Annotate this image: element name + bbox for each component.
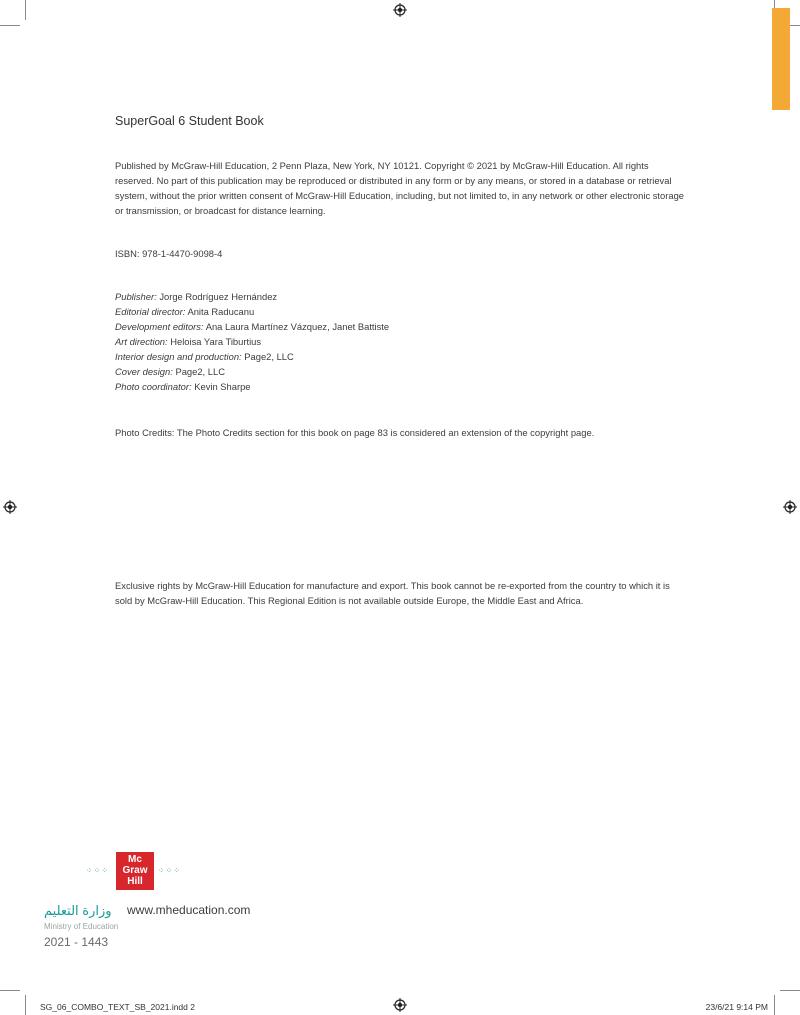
crop-mark: [0, 25, 20, 26]
print-timestamp: 23/6/21 9:14 PM: [705, 1002, 768, 1012]
ministry-english: Ministry of Education: [44, 922, 119, 931]
publisher-logo: [86, 852, 186, 896]
credit-line: Photo coordinator: Kevin Sharpe: [115, 381, 251, 392]
credit-line: Art direction: Heloisa Yara Tiburtius: [115, 336, 262, 347]
book-title: SuperGoal 6 Student Book: [115, 114, 264, 128]
ministry-dots-icon: ⁘⁘⁘: [86, 866, 110, 875]
registration-mark-icon: [3, 500, 17, 514]
website-link[interactable]: www.mheducation.com: [127, 903, 251, 917]
credit-line: Development editors: Ana Laura Martínez Vázquez, Janet Battiste: [115, 321, 390, 332]
photo-credits: Photo Credits: The Photo Credits section for this book on page 83 is considered an extension of the copyright page.: [115, 427, 595, 438]
credit-line: Editorial director: Anita Raducanu: [115, 306, 255, 317]
year: 2021 - 1443: [44, 935, 109, 949]
copyright-paragraph: Published by McGraw-Hill Education, 2 Penn Plaza, New York, NY 10121. Copyright © 2021 by McGraw-Hill Education. All rights reserved. No part of this publication may be reproduced or distributed in any form or by any means, or stored in a database or retrieval system, without the prior written consent of McGraw-Hill Education, including, but not limited to, in any network or other electronic storage or transmission, or broadcast for distance learning.: [115, 160, 685, 216]
isbn: ISBN: 978-1-4470-9098-4: [115, 248, 223, 259]
file-slug: SG_06_COMBO_TEXT_SB_2021.indd 2: [40, 1002, 195, 1012]
registration-mark-icon: [393, 998, 407, 1012]
registration-mark-icon: [783, 500, 797, 514]
credits-list: [115, 289, 389, 394]
orange-edge-tab: [772, 8, 790, 110]
crop-mark: [0, 990, 20, 991]
credit-line: Interior design and production: Page2, LLC: [115, 351, 294, 362]
exclusive-rights: Exclusive rights by McGraw-Hill Education for manufacture and export. This book cannot be re-exported from the country to which it is sold by McGraw-Hill Education. This Regional Edition is not available outside Europe, the Middle East and Africa.: [115, 580, 670, 606]
registration-mark-icon: [393, 3, 407, 17]
mcgraw-hill-logo: Mc Graw Hill: [116, 852, 154, 890]
ministry-arabic: وزارة التعليم: [44, 903, 112, 918]
crop-mark: [774, 995, 775, 1015]
crop-mark: [25, 0, 26, 20]
crop-mark: [780, 990, 800, 991]
credit-line: Cover design: Page2, LLC: [115, 366, 225, 377]
ministry-dots-icon: ⁘⁘⁘: [158, 866, 182, 875]
credit-line: Publisher: Jorge Rodríguez Hernández: [115, 291, 278, 302]
crop-mark: [25, 995, 26, 1015]
